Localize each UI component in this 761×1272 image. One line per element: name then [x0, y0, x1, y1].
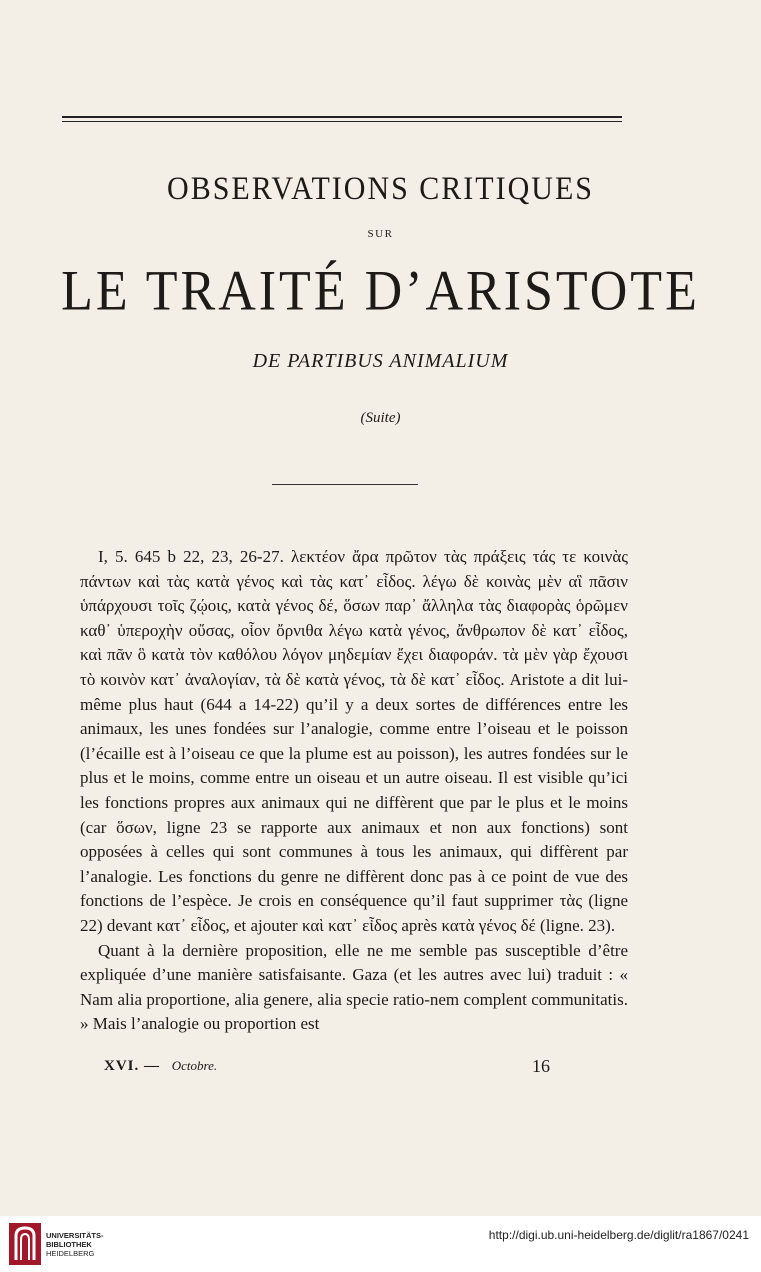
title-line-2: SUR [367, 228, 394, 240]
library-name [46, 1231, 104, 1258]
viewer-footer [0, 1216, 761, 1272]
library-line-2: BIBLIOTHEK [46, 1240, 92, 1249]
footer-number: 16 [532, 1056, 550, 1076]
library-logo-icon [8, 1222, 42, 1266]
library-line-1: UNIVERSITÄTS- [46, 1231, 104, 1240]
library-line-3: HEIDELBERG [46, 1249, 95, 1258]
page-footer [104, 1058, 554, 1075]
top-rule [62, 116, 622, 118]
signature-mark: XVI. — [104, 1058, 161, 1074]
paragraph: I, 5. 645 b 22, 23, 26-27. λεκτέον ἄρα πρῶτον τὰς πράξεις τάς τε κοινὰς πάντων καὶ τὰς κατὰ γένος καὶ τὰς κατ᾽ εἶδος. λέγω δὲ κοινὰς μὲν αἳ πᾶσιν ὑπάρχουσι τοῖς ζῴοις, κατὰ γένος δέ, ὅσων παρ᾽ ἄλληλα τὰς διαφορὰς ὁρῶμεν καθ᾽ ὑπεροχὴν οὔσας, οἷον ὄρνιθα λέγω κατὰ γένος, ἄνθρωπον δὲ κατ᾽ εἶδος, καὶ πᾶν ὃ κατὰ τὸν καθόλου λόγον μηδεμίαν ἔχει διαφοράν. τὰ μὲν γὰρ ἔχουσι τὸ κοινὸν κατ᾽ ἀναλογίαν, τὰ δὲ κατὰ γένος, τὰ δὲ κατ᾽ εἶδος. Aristote a dit lui-même plus haut (644 a 14-22) qu’il y a deux sortes de différences entre les animaux, les unes fondées sur l’analogie, comme entre l’oiseau et le poisson (l’écaille est à l’oiseau ce que la plume est au poisson), les autres fondées sur le plus et le moins, comme entre un oiseau et un autre oiseau. Il est visible qu’ici les fonctions propres aux animaux qui ne diffèrent que par le plus et le moins (car ὅσων, ligne 23 se rapporte aux animaux et non aux fonctions) sont opposées à celles qui sont communes à tous les animaux, qui diffèrent par l’analogie. Les fonctions du genre ne diffèrent donc pas à ce point de vue des fonctions de l’espèce. Je crois en conséquence qu’il faut supprimer τὰς (ligne 22) devant κατ᾽ εἶδος, et ajouter καὶ κατ᾽ εἶδος après κατὰ γένος δέ (ligne. 23). [80, 547, 628, 935]
paragraph: Quant à la dernière proposition, elle ne me semble pas susceptible d’être expliquée d’une manière satisfaisante. Gaza (et les autres avec lui) traduit : « Nam alia proportione, alia genere, alia specie ratio-nem complent communitatis. » Mais l’analogie ou proportion est [80, 940, 628, 1034]
title-line-5: (Suite) [360, 410, 401, 426]
body-text [80, 545, 628, 1037]
title-line-1: OBSERVATIONS CRITIQUES [167, 170, 594, 207]
source-url-link[interactable]: http://digi.ub.uni-heidelberg.de/diglit/ra1867/0241 [488, 1228, 749, 1242]
title-line-3: LE TRAITÉ D’ARISTOTE [61, 260, 700, 323]
footer-month: Octobre. [171, 1058, 218, 1073]
section-rule [272, 484, 418, 485]
title-line-4: DE PARTIBUS ANIMALIUM [252, 350, 509, 372]
top-rule-thin [62, 121, 622, 122]
